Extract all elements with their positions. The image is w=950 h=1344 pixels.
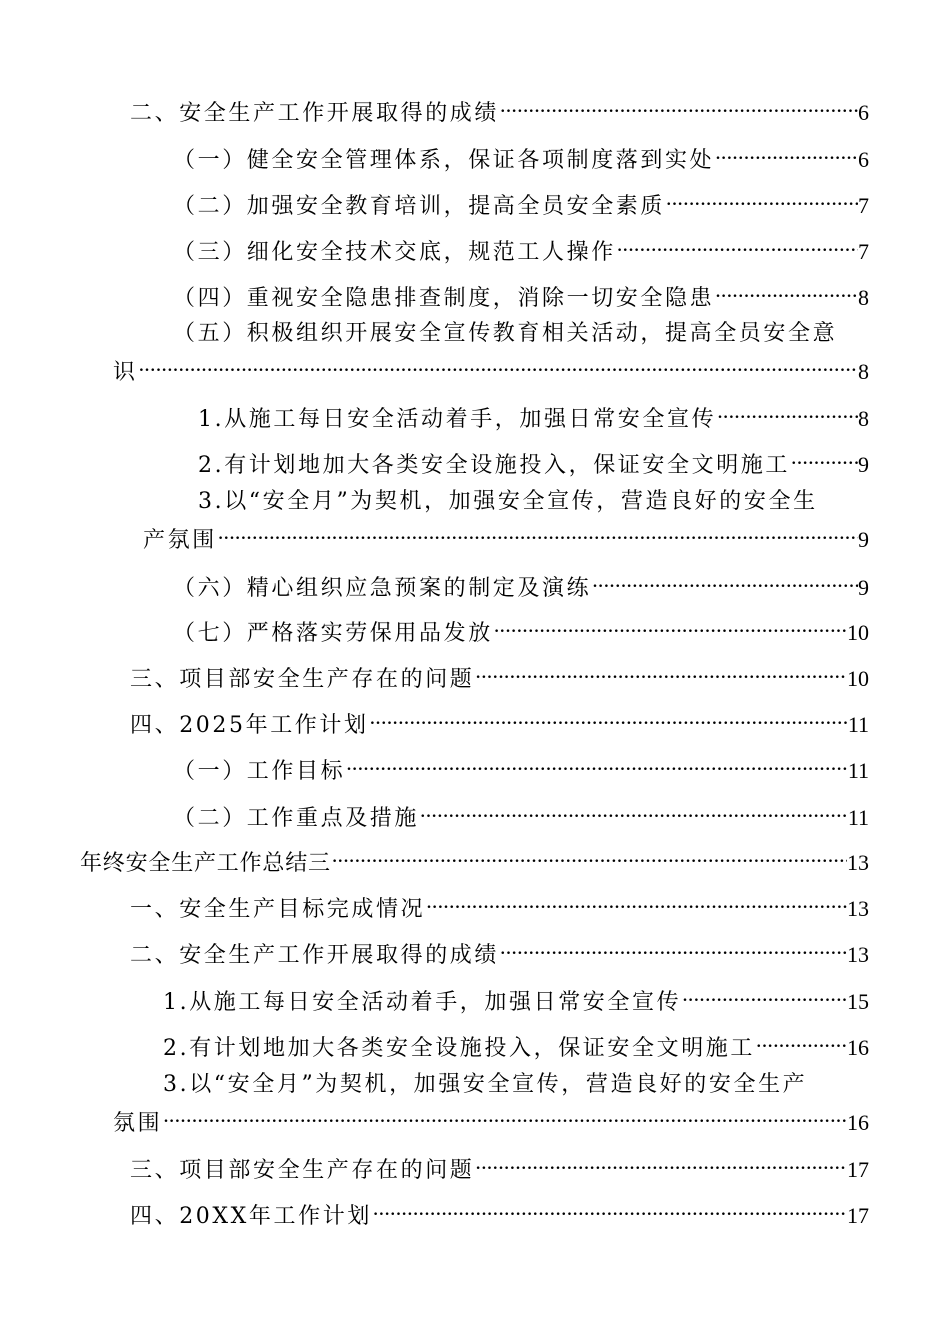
toc-entry-title-line1: 3.以“安全月”为契机，加强安全宣传，营造良好的安全生产: [163, 1072, 808, 1097]
toc-entry-title: 三、项目部安全生产存在的问题: [130, 667, 475, 692]
dot-leader: [756, 1025, 847, 1055]
toc-entry-title: （一）工作目标: [173, 759, 346, 784]
toc-entry-title: 二、安全生产工作开展取得的成绩: [130, 101, 500, 126]
toc-entry[interactable]: [173, 275, 869, 314]
toc-entry[interactable]: [198, 396, 869, 435]
toc-page-number: 13: [847, 850, 869, 875]
toc-page-number: 6: [858, 147, 869, 172]
toc-entry-title: （二）工作重点及措施: [173, 806, 420, 831]
dot-leader: [475, 656, 847, 686]
toc-entry-title: 一、安全生产目标完成情况: [130, 897, 426, 922]
dot-leader: [500, 90, 858, 120]
toc-entry[interactable]: [143, 487, 869, 556]
toc-entry-title: （三）细化安全技术交底，规范工人操作: [173, 240, 616, 265]
toc-page-number: 7: [858, 239, 869, 264]
dot-leader: [370, 702, 848, 732]
toc-entry-title: 1.从施工每日安全活动着手，加强日常安全宣传: [198, 407, 717, 432]
toc-entry[interactable]: [113, 1070, 869, 1139]
toc-entry-title: 年终安全生产工作总结三: [80, 851, 331, 876]
dot-leader: [475, 1147, 847, 1177]
toc-page-number: 15: [847, 989, 869, 1014]
dot-leader: [163, 1100, 847, 1130]
dot-leader: [373, 1193, 847, 1223]
toc-page-number: 9: [858, 452, 869, 477]
dot-leader: [715, 275, 858, 305]
toc-entry[interactable]: [173, 183, 869, 222]
dot-leader: [666, 183, 858, 213]
toc-line: [130, 702, 869, 741]
dot-leader: [592, 565, 858, 595]
toc-line: [113, 349, 869, 388]
toc-line: [143, 517, 869, 556]
toc-entry-title-line1: （五）积极组织开展安全宣传教育相关活动，提高全员安全意: [173, 321, 838, 346]
toc-entry-chapter[interactable]: [80, 840, 869, 879]
dot-leader: [715, 137, 858, 167]
toc-line: [173, 183, 869, 222]
toc-entry-title: 四、2025年工作计划: [130, 713, 369, 738]
toc-entry[interactable]: [198, 442, 869, 481]
toc-page-number: 11: [847, 805, 869, 830]
toc-entry[interactable]: [130, 90, 869, 129]
dot-leader: [791, 442, 858, 472]
toc-page-number: 7: [858, 193, 869, 218]
toc-page-number: 10: [847, 666, 869, 691]
toc-line: [173, 748, 869, 787]
toc-page-number: 9: [858, 575, 869, 600]
toc-line: [173, 229, 869, 268]
toc-page-number: 8: [858, 285, 869, 310]
toc-line: [173, 275, 869, 314]
toc-entry-title: （四）重视安全隐患排查制度，消除一切安全隐患: [173, 286, 715, 311]
toc-line: [130, 1147, 869, 1186]
toc-page-number: 8: [858, 359, 869, 384]
toc-page-number: 16: [847, 1035, 869, 1060]
toc-line: [198, 442, 869, 481]
toc-page-number: 16: [847, 1110, 869, 1135]
dot-leader: [139, 349, 858, 379]
toc-line: [198, 396, 869, 435]
dot-leader: [617, 229, 858, 259]
toc-line: [130, 886, 869, 925]
toc-entry-title: 四、20XX年工作计划: [130, 1204, 372, 1229]
toc-entry-title: 2.有计划地加大各类安全设施投入，保证安全文明施工: [198, 453, 790, 478]
toc-page-number: 11: [847, 758, 869, 783]
toc-entry[interactable]: [173, 137, 869, 176]
toc-entry[interactable]: [130, 932, 869, 971]
dot-leader: [494, 610, 847, 640]
dot-leader: [420, 795, 848, 825]
toc-line: [80, 840, 869, 879]
toc-entry-title-line2: 氛围: [113, 1111, 163, 1136]
toc-entry-title: （七）严格落实劳保用品发放: [173, 621, 493, 646]
toc-line: [130, 1193, 869, 1232]
toc-entry-title: 1.从施工每日安全活动着手，加强日常安全宣传: [163, 990, 682, 1015]
toc-entry[interactable]: [130, 702, 869, 741]
toc-page-number: 13: [847, 896, 869, 921]
toc-page-number: 17: [847, 1157, 869, 1182]
toc-entry-title: 二、安全生产工作开展取得的成绩: [130, 943, 500, 968]
toc-entry[interactable]: [163, 1025, 869, 1064]
toc-page-number: 9: [858, 527, 869, 552]
toc-line: [130, 90, 869, 129]
toc-entry-title: （二）加强安全教育培训，提高全员安全素质: [173, 194, 666, 219]
toc-entry-title-line2: 识: [113, 360, 138, 385]
dot-leader: [346, 748, 848, 778]
dot-leader: [500, 932, 847, 962]
toc-entry-title: （一）健全安全管理体系，保证各项制度落到实处: [173, 148, 715, 173]
toc-line: [163, 979, 869, 1018]
toc-page-number: 17: [847, 1203, 869, 1228]
toc-entry[interactable]: [173, 748, 869, 787]
toc-entry[interactable]: [130, 1193, 869, 1232]
toc-entry[interactable]: [173, 795, 869, 834]
toc-page-number: 6: [858, 100, 869, 125]
toc-entry-title-line1: 3.以“安全月”为契机，加强安全宣传，营造良好的安全生: [198, 489, 818, 514]
toc-line: [163, 1025, 869, 1064]
dot-leader: [717, 396, 858, 426]
toc-line: [173, 137, 869, 176]
toc-entry[interactable]: [113, 319, 869, 388]
toc-line: [173, 795, 869, 834]
toc-entry-title-line2: 产氛围: [143, 528, 217, 553]
toc-page-number: 10: [847, 620, 869, 645]
toc-entry-title: 2.有计划地加大各类安全设施投入，保证安全文明施工: [163, 1036, 755, 1061]
dot-leader: [682, 979, 847, 1009]
toc-entry[interactable]: [163, 979, 869, 1018]
toc-entry[interactable]: [173, 565, 869, 604]
toc-line: [113, 1100, 869, 1139]
toc-entry-title: （六）精心组织应急预案的制定及演练: [173, 576, 592, 601]
toc-entry[interactable]: [130, 1147, 869, 1186]
toc-page-number: 13: [847, 942, 869, 967]
toc-line: [130, 932, 869, 971]
dot-leader: [218, 517, 858, 547]
toc-line: [173, 565, 869, 604]
toc-line: [173, 610, 869, 649]
dot-leader: [426, 886, 847, 916]
toc-entry[interactable]: [173, 229, 869, 268]
dot-leader: [332, 840, 847, 870]
toc-entry[interactable]: [130, 656, 869, 695]
toc-line: [130, 656, 869, 695]
toc-entry[interactable]: [130, 886, 869, 925]
toc-entry[interactable]: [173, 610, 869, 649]
toc-page-number: 8: [858, 406, 869, 431]
toc-page-number: 11: [847, 712, 869, 737]
toc-entry-title: 三、项目部安全生产存在的问题: [130, 1158, 475, 1183]
